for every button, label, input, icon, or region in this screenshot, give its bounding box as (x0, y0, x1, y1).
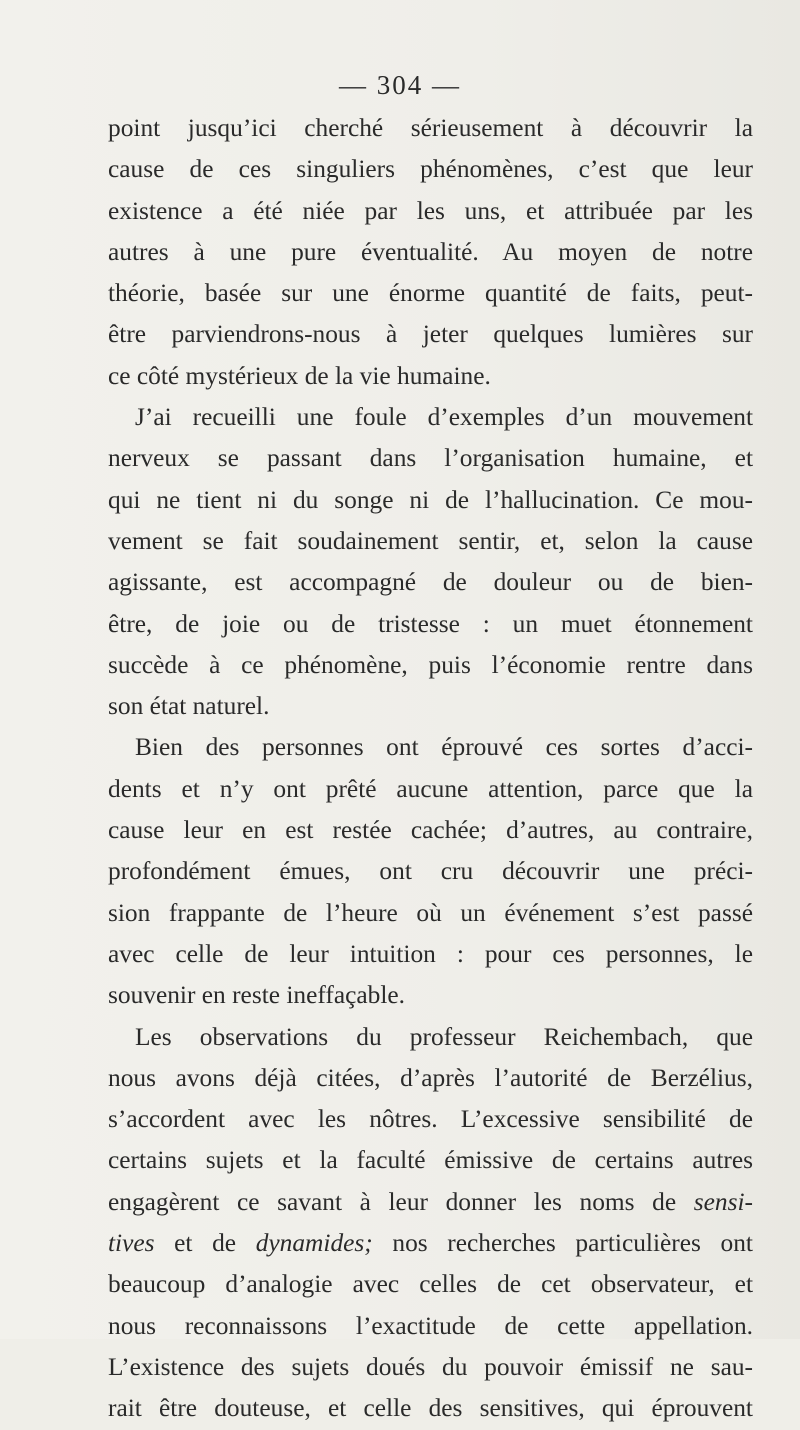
text-line: agissante, est accompagné de douleur ou de bien- (108, 568, 753, 597)
text-line: ce côté mystérieux de la vie humaine. (108, 361, 491, 390)
text-line: L’existence des sujets doués du pouvoir émissif ne sau- (108, 1352, 753, 1381)
body-text (108, 108, 753, 1430)
text-line: vement se fait soudainement sentir, et, selon la cause (108, 526, 753, 555)
paragraph-2 (108, 397, 753, 727)
text-line: dents et n’y ont prêté aucune attention, parce que la (108, 774, 753, 803)
text-line: son état naturel. (108, 692, 270, 721)
text-segment: engagèrent ce savant à leur donner les noms de (108, 1187, 677, 1216)
text-line: rait être douteuse, et celle des sensitives, qui éprouvent (108, 1394, 753, 1423)
text-line: nerveux se passant dans l’organisation humaine, et (108, 444, 753, 473)
text-segment: et de (174, 1229, 237, 1258)
text-line: profondément émues, ont cru découvrir une préci- (108, 857, 753, 886)
text-line: théorie, basée sur une énorme quantité de faits, peut- (108, 279, 753, 308)
text-line: avec celle de leur intuition : pour ces personnes, le (108, 939, 753, 968)
text-line: nous reconnaissons l’exactitude de cette appellation. (108, 1311, 753, 1340)
text-line: autres à une pure éventualité. Au moyen de notre (108, 237, 753, 266)
text-line: s’accordent avec les nôtres. L’excessive sensibilité de (108, 1105, 753, 1134)
text-line: certains sujets et la faculté émissive de certains autres (108, 1146, 753, 1175)
text-line: existence a été niée par les uns, et attribuée par les (108, 196, 753, 225)
text-line: J’ai recueilli une foule d’exemples d’un mouvement (135, 403, 753, 432)
italic-term: dynamides; (255, 1229, 373, 1258)
text-line: être parviendrons-nous à jeter quelques lumières sur (108, 320, 753, 349)
text-line: point jusqu’ici cherché sérieusement à découvrir la (108, 114, 753, 142)
paragraph-4 (108, 1017, 753, 1430)
text-line-with-italic (108, 1182, 753, 1223)
italic-term: tives (108, 1229, 155, 1258)
text-line: cause de ces singuliers phénomènes, c’est que leur (108, 155, 753, 184)
text-line-with-italic (108, 1223, 753, 1264)
text-line: nous avons déjà citées, d’après l’autorité de Berzélius, (108, 1063, 753, 1092)
text-line: succède à ce phénomène, puis l’économie rentre dans (108, 650, 753, 679)
text-line: qui ne tient ni du songe ni de l’hallucination. Ce mou- (108, 485, 753, 514)
paragraph-3 (108, 727, 753, 1016)
text-line: Bien des personnes ont éprouvé ces sortes d’acci- (135, 733, 753, 762)
text-line: souvenir en reste ineffaçable. (108, 981, 406, 1010)
italic-term: sensi- (693, 1187, 753, 1216)
text-line: sion frappante de l’heure où un événement s’est passé (108, 898, 753, 927)
page-number: — 304 — (339, 70, 461, 100)
text-segment: nos recherches particulières ont (392, 1229, 753, 1258)
text-line: être, de joie ou de tristesse : un muet étonnement (108, 609, 753, 638)
paragraph-1 (108, 108, 753, 397)
text-line: cause leur en est restée cachée; d’autres, au contraire, (108, 816, 753, 845)
text-line: Les observations du professeur Reichembach, que (135, 1022, 753, 1051)
text-line: beaucoup d’analogie avec celles de cet observateur, et (108, 1270, 753, 1299)
